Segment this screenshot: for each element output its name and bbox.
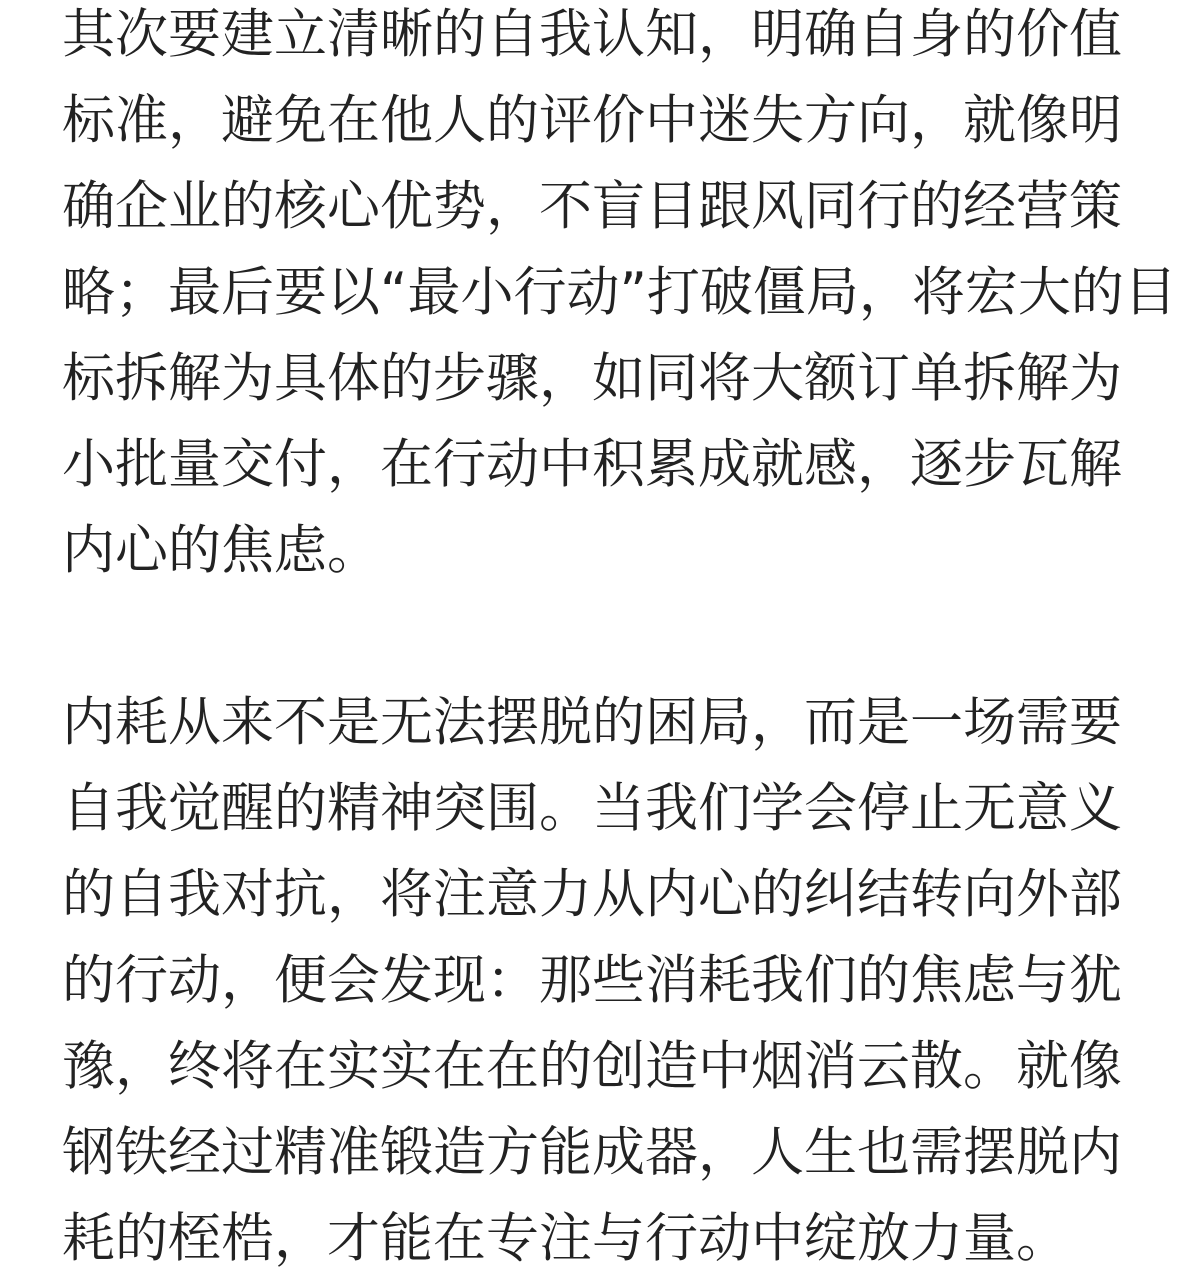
text-line: 确企业的核心优势，不盲目跟风同行的经营策 bbox=[62, 176, 1122, 237]
text-line: 的自我对抗，将注意力从内心的纠结转向外部 bbox=[62, 864, 1122, 925]
paragraph-2 bbox=[62, 680, 1122, 1282]
paragraph-spacer bbox=[62, 594, 1122, 680]
paragraph-1 bbox=[62, 0, 1177, 594]
text-line: 钢铁经过精准锻造方能成器，人生也需摆脱内 bbox=[62, 1122, 1122, 1183]
text-line: 内心的焦虑。 bbox=[62, 520, 380, 581]
text-line: 小批量交付，在行动中积累成就感，逐步瓦解 bbox=[62, 434, 1122, 495]
text-line: 标拆解为具体的步骤，如同将大额订单拆解为 bbox=[62, 348, 1122, 409]
text-line: 豫，终将在实实在在的创造中烟消云散。就像 bbox=[62, 1036, 1122, 1097]
text-line: 的行动，便会发现：那些消耗我们的焦虑与犹 bbox=[62, 950, 1122, 1011]
text-line: 标准，避免在他人的评价中迷失方向，就像明 bbox=[62, 90, 1122, 151]
text-line: 自我觉醒的精神突围。当我们学会停止无意义 bbox=[62, 778, 1122, 839]
text-line: 其次要建立清晰的自我认知，明确自身的价值 bbox=[62, 4, 1122, 65]
article-body bbox=[62, 0, 1177, 1282]
text-line: 耗的桎梏，才能在专注与行动中绽放力量。 bbox=[62, 1208, 1069, 1269]
text-line: 内耗从来不是无法摆脱的困局，而是一场需要 bbox=[62, 692, 1122, 753]
text-line: 略；最后要以“最小行动”打破僵局，将宏大的目 bbox=[62, 262, 1177, 323]
